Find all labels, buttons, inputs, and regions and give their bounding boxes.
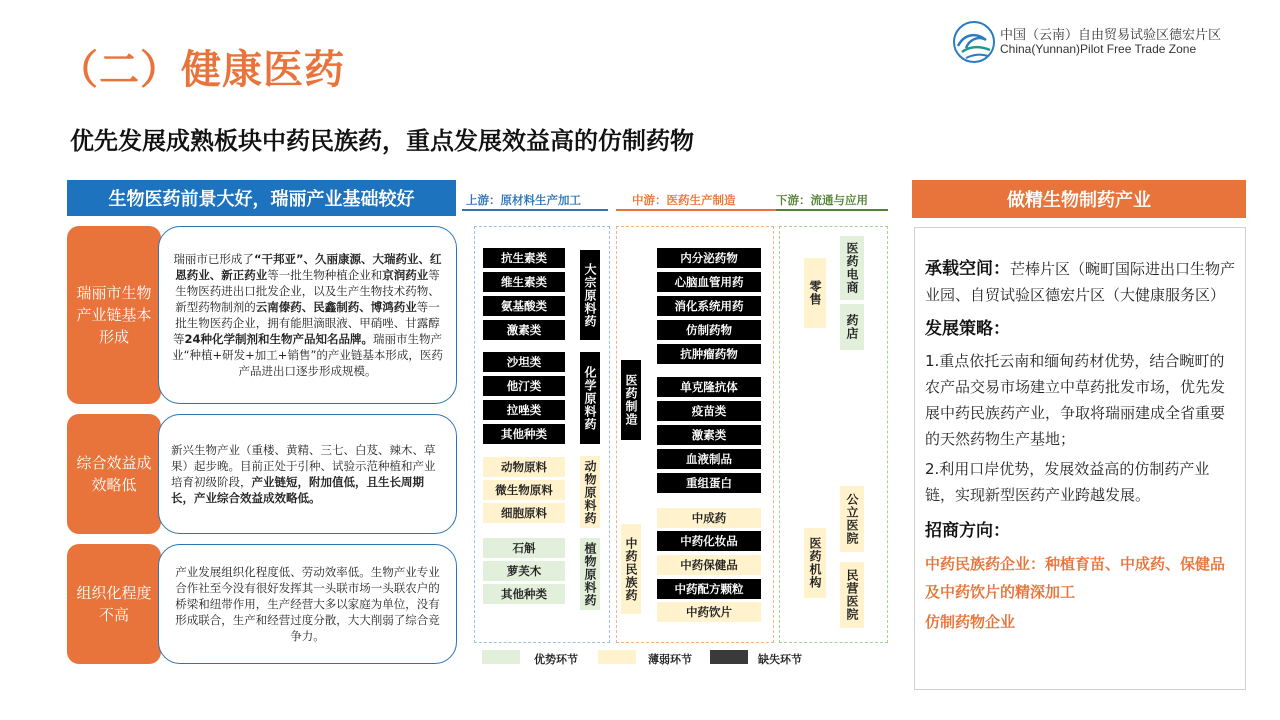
upstream-item: 其他种类 — [483, 584, 565, 604]
invest-item: 仿制药物企业 — [925, 613, 1016, 631]
row-text-efficiency-content — [171, 442, 444, 506]
upstream-item: 细胞原料 — [483, 503, 565, 523]
downstream-medical-item: 民营医院 — [840, 562, 864, 628]
row-text-segment: 云南傣药、民鑫制药、博鸿药业 — [255, 300, 417, 314]
row-text-organization — [158, 544, 457, 664]
upstream-item: 氨基酸类 — [483, 296, 565, 316]
row-text-segment: 产业链短，附加值低，且生长周期长，产业综合效益成效略低。 — [171, 475, 424, 505]
upstream-item: 抗生素类 — [483, 248, 565, 268]
row-text-segment: 等一批生物医药企业，拥有能胆滴眼液、甲硝唑、甘露醇等 — [172, 300, 440, 346]
upstream-category: 植物原料药 — [580, 538, 600, 610]
stage-midstream-label: 中游：医药生产制造 — [632, 193, 736, 207]
mid-category-tcm: 中药民族药 — [621, 524, 641, 614]
row-label-efficiency: 综合效益成效略低 — [67, 414, 161, 534]
stage-downstream-label: 下游：流通与应用 — [776, 193, 868, 207]
downstream-medical: 医药机构 — [804, 528, 826, 598]
upstream-item: 激素类 — [483, 320, 565, 340]
row-text-segment: “干邦亚”、久丽康源、大瑞药业、红恩药业、新正药业 — [175, 252, 442, 282]
upstream-item: 动物原料 — [483, 457, 565, 477]
downstream-medical-item: 公立医院 — [840, 486, 864, 552]
stage-upstream-label: 上游：原材料生产加工 — [466, 193, 581, 207]
page-title: （二）健康医药 — [58, 47, 345, 93]
upstream-category: 动物原料药 — [580, 456, 600, 528]
mid-item: 疫苗类 — [657, 401, 761, 421]
upstream-item: 维生素类 — [483, 272, 565, 292]
upstream-item: 拉唑类 — [483, 400, 565, 420]
legend-weak-label: 薄弱环节 — [648, 653, 692, 666]
row-label-industry-chain: 瑞丽市生物产业链基本形成 — [67, 226, 161, 404]
downstream-container — [779, 226, 888, 643]
upstream-item: 他汀类 — [483, 376, 565, 396]
upstream-item: 其他种类 — [483, 424, 565, 444]
mid-item: 中药保健品 — [657, 555, 761, 575]
mid-item: 中药配方颗粒 — [657, 579, 761, 599]
legend-missing-label: 缺失环节 — [758, 653, 802, 666]
mid-item: 重组蛋白 — [657, 473, 761, 493]
mid-item: 抗肿瘤药物 — [657, 344, 761, 364]
mid-item: 仿制药物 — [657, 320, 761, 340]
space-paragraph — [925, 256, 1235, 308]
ftz-logo — [952, 20, 1252, 64]
mid-item: 血液制品 — [657, 449, 761, 469]
mid-item: 中成药 — [657, 508, 761, 528]
row-label-organization: 组织化程度不高 — [67, 544, 161, 664]
space-label: 承载空间： — [925, 259, 1010, 279]
downstream-retail: 零售 — [804, 258, 826, 328]
stage-upstream-line — [462, 209, 608, 211]
downstream-retail-item: 药店 — [840, 304, 864, 350]
row-text-organization-content — [171, 564, 444, 644]
strategy-label: 发展策略： — [925, 319, 1010, 339]
row-text-segment: 24种化学制剂和生物产品知名品牌。 — [184, 332, 373, 346]
upstream-item: 萝芙木 — [483, 561, 565, 581]
row-text-segment: 等生物医药进出口批发企业，以及生产生物技术药物、新型药物制剂的 — [175, 268, 440, 314]
legend-swatch-weak — [598, 650, 636, 664]
row-text-industry-chain — [158, 226, 457, 404]
right-section-header: 做精生物制药产业 — [912, 180, 1246, 218]
upstream-category: 化学原料药 — [580, 352, 600, 444]
legend-strong-label: 优势环节 — [534, 653, 578, 666]
row-text-segment: 瑞丽市已形成了 — [173, 252, 254, 266]
row-text-segment: 新兴生物产业（重楼、黄精、三七、白芨、辣木、草果）起步晚。目前正处于引种、试验示范种植和产业培育初级阶段， — [171, 443, 436, 489]
invest-label: 招商方向： — [925, 521, 1010, 541]
left-section-header: 生物医药前景大好，瑞丽产业基础较好 — [67, 180, 456, 216]
row-text-segment: 瑞丽市生物产业“种植+研发+加工+销售”的产业链基本形成，医药产品进出口逐步形成规模。 — [172, 332, 443, 378]
legend-swatch-strong — [482, 650, 520, 664]
mid-item: 心脑血管用药 — [657, 272, 761, 292]
downstream-retail-item: 医药电商 — [840, 236, 864, 300]
mid-item: 内分泌药物 — [657, 248, 761, 268]
row-text-industry-chain-content — [171, 251, 444, 379]
row-text-efficiency — [158, 414, 457, 534]
mid-category-manufacturing: 医药制造 — [621, 360, 641, 440]
mid-item: 消化系统用药 — [657, 296, 761, 316]
row-text-segment: 产业发展组织化程度低、劳动效率低。生物产业专业合作社至今没有很好发挥其一头联市场一头联农户的桥梁和纽带作用，生产经营大多以家庭为单位，没有形成联合，生产和经营过度分散，大大削弱了综合竞争力。 — [175, 565, 440, 643]
mid-item: 中药化妆品 — [657, 531, 761, 551]
logo-swirl-icon — [952, 20, 998, 64]
legend-swatch-missing — [710, 650, 748, 664]
mid-item: 单克隆抗体 — [657, 377, 761, 397]
logo-en-text: China(Yunnan)Pilot Free Trade Zone — [1000, 42, 1197, 56]
slide-subtitle: 优先发展成熟板块中药民族药，重点发展效益高的仿制药物 — [70, 127, 694, 155]
strategy-item: 2.利用口岸优势，发展效益高的仿制药产业链，实现新型医药产业跨越发展。 — [925, 460, 1210, 504]
stage-downstream-line — [776, 209, 888, 211]
upstream-item: 微生物原料 — [483, 480, 565, 500]
upstream-item: 石斛 — [483, 538, 565, 558]
mid-item: 激素类 — [657, 425, 761, 445]
logo-cn-text: 中国（云南）自由贸易试验区德宏片区 — [1000, 28, 1222, 43]
upstream-category: 大宗原料药 — [580, 250, 600, 340]
strategy-item: 1.重点依托云南和缅甸药材优势，结合畹町的农产品交易市场建立中草药批发市场，优先发展中药民族药产业，争取将瑞丽建成全省重要的天然药物生产基地； — [925, 352, 1226, 448]
mid-item: 中药饮片 — [657, 602, 761, 622]
upstream-item: 沙坦类 — [483, 352, 565, 372]
row-text-segment: 等一批生物种植企业和 — [267, 268, 383, 282]
invest-item: 中药民族药企业：种植育苗、中成药、保健品及中药饮片的精深加工 — [925, 555, 1226, 601]
right-content-box — [914, 227, 1246, 690]
stage-midstream-line — [616, 209, 776, 211]
space-text: 芒棒片区（畹町国际进出口生物产业园、自贸试验区德宏片区（大健康服务区） — [925, 260, 1236, 304]
row-text-segment: 京润药业 — [382, 268, 429, 282]
